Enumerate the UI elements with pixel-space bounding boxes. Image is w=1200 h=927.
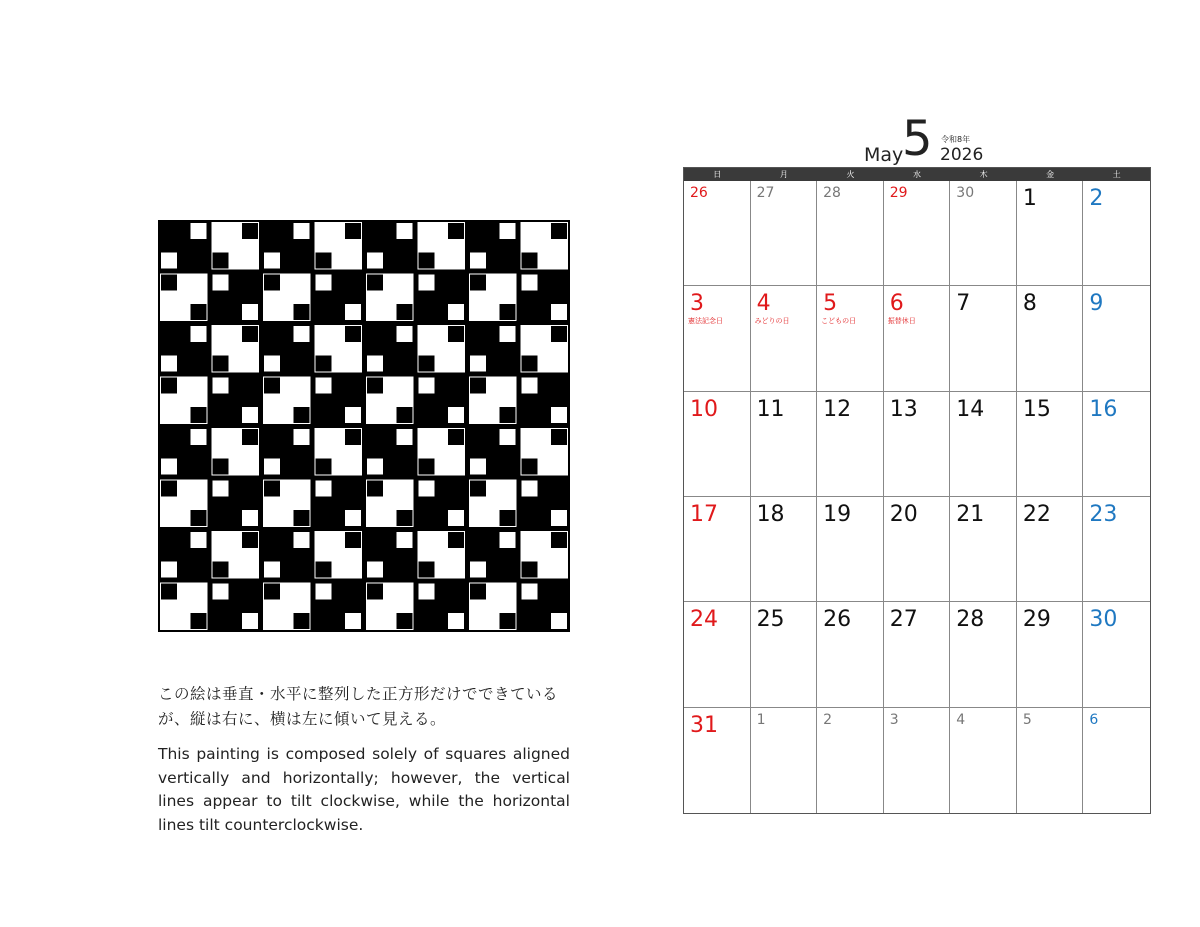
- day-cell: [684, 497, 751, 602]
- day-cell: [1083, 392, 1150, 497]
- day-number: 14: [956, 396, 985, 422]
- white-small-square: [316, 275, 332, 291]
- black-small-square: [316, 562, 332, 578]
- black-small-square: [264, 584, 280, 600]
- day-number: 13: [889, 396, 918, 422]
- black-small-square: [191, 510, 207, 526]
- black-small-square: [419, 562, 435, 578]
- day-number: 26: [690, 185, 708, 201]
- day-number: 10: [690, 396, 718, 422]
- white-small-square: [294, 326, 310, 342]
- black-small-square: [470, 275, 486, 291]
- black-small-square: [500, 613, 516, 629]
- day-cell: [950, 286, 1017, 391]
- white-small-square: [522, 481, 538, 497]
- black-small-square: [213, 356, 229, 372]
- black-small-square: [191, 407, 207, 423]
- white-small-square: [419, 378, 435, 394]
- day-cell: [817, 286, 884, 391]
- day-cell: [751, 708, 818, 813]
- white-small-square: [470, 459, 486, 475]
- black-small-square: [522, 253, 538, 269]
- day-cell: [751, 602, 818, 707]
- black-small-square: [397, 613, 413, 629]
- white-small-square: [500, 532, 516, 548]
- holiday-name: みどりの日: [754, 317, 790, 326]
- day-cell: [684, 286, 751, 391]
- caption-japanese: この絵は垂直・水平に整列した正方形だけでできているが、縦は右に、横は左に傾いて見える。: [158, 685, 559, 728]
- white-small-square: [551, 407, 567, 423]
- white-small-square: [470, 562, 486, 578]
- black-small-square: [470, 378, 486, 394]
- white-small-square: [419, 584, 435, 600]
- day-cell: [817, 602, 884, 707]
- white-small-square: [397, 326, 413, 342]
- black-small-square: [551, 532, 567, 548]
- day-cell: [1017, 181, 1084, 286]
- day-cell: [751, 181, 818, 286]
- white-small-square: [448, 304, 464, 320]
- white-small-square: [397, 223, 413, 239]
- white-small-square: [294, 429, 310, 445]
- day-number: 28: [823, 185, 841, 201]
- black-small-square: [367, 584, 383, 600]
- weekday-label: 月: [779, 170, 788, 179]
- day-cell: [684, 708, 751, 813]
- white-small-square: [419, 481, 435, 497]
- white-small-square: [242, 304, 258, 320]
- day-cell: [1017, 286, 1084, 391]
- black-small-square: [264, 378, 280, 394]
- black-small-square: [345, 532, 361, 548]
- japanese-era-year: 令和8年: [941, 135, 971, 144]
- day-number: 18: [756, 502, 785, 527]
- black-small-square: [316, 459, 332, 475]
- black-small-square: [242, 532, 258, 548]
- day-cell: [1083, 497, 1150, 602]
- black-small-square: [448, 326, 464, 342]
- day-number: 5: [823, 291, 838, 317]
- day-cell: [950, 602, 1017, 707]
- day-number: 30: [956, 185, 975, 201]
- day-cell: [1083, 708, 1150, 813]
- day-number: 27: [889, 607, 918, 633]
- white-small-square: [448, 407, 464, 423]
- white-small-square: [448, 510, 464, 526]
- black-small-square: [448, 532, 464, 548]
- day-cell: [884, 392, 951, 497]
- day-number: 6: [1089, 711, 1099, 728]
- day-cell: [1083, 602, 1150, 707]
- weekday-header-row: [684, 168, 1150, 181]
- white-small-square: [191, 429, 207, 445]
- black-small-square: [500, 510, 516, 526]
- day-cell: [884, 708, 951, 813]
- day-number: 16: [1089, 396, 1118, 422]
- black-small-square: [367, 481, 383, 497]
- white-small-square: [316, 481, 332, 497]
- white-small-square: [367, 562, 383, 578]
- day-cell: [884, 286, 951, 391]
- day-number: 12: [823, 396, 852, 422]
- black-small-square: [500, 304, 516, 320]
- white-small-square: [264, 253, 280, 269]
- weekday-label: 土: [1112, 170, 1121, 179]
- white-small-square: [470, 356, 486, 372]
- weekday-label: 火: [846, 170, 855, 179]
- black-small-square: [419, 253, 435, 269]
- day-number: 7: [956, 291, 971, 317]
- black-small-square: [264, 275, 280, 291]
- day-number: 20: [889, 502, 918, 527]
- day-number: 1: [1022, 186, 1037, 211]
- white-small-square: [294, 223, 310, 239]
- day-number: 27: [756, 185, 775, 201]
- black-small-square: [522, 562, 538, 578]
- white-small-square: [213, 275, 229, 291]
- day-cell: [817, 708, 884, 813]
- white-small-square: [161, 356, 177, 372]
- white-small-square: [316, 378, 332, 394]
- black-small-square: [264, 481, 280, 497]
- black-small-square: [551, 429, 567, 445]
- day-cell: [1017, 708, 1084, 813]
- black-small-square: [213, 562, 229, 578]
- day-cell: [884, 497, 951, 602]
- black-small-square: [470, 584, 486, 600]
- calendar-header: [683, 111, 1151, 168]
- black-small-square: [294, 613, 310, 629]
- day-number: 2: [823, 711, 833, 728]
- black-small-square: [191, 304, 207, 320]
- white-small-square: [242, 407, 258, 423]
- white-small-square: [345, 304, 361, 320]
- month-calendar: [683, 167, 1151, 814]
- day-cell: [751, 497, 818, 602]
- white-small-square: [316, 584, 332, 600]
- calendar-grid: [684, 181, 1150, 813]
- day-number: 17: [690, 502, 718, 527]
- day-cell: [1017, 497, 1084, 602]
- white-small-square: [161, 459, 177, 475]
- black-small-square: [551, 223, 567, 239]
- white-small-square: [161, 253, 177, 269]
- day-cell: [817, 392, 884, 497]
- holiday-name: 振替休日: [887, 317, 916, 326]
- black-small-square: [294, 304, 310, 320]
- day-number: 22: [1022, 502, 1051, 527]
- black-small-square: [316, 356, 332, 372]
- black-small-square: [397, 407, 413, 423]
- day-number: 23: [1089, 502, 1118, 527]
- day-number: 30: [1089, 607, 1118, 633]
- day-cell: [1083, 286, 1150, 391]
- black-small-square: [213, 459, 229, 475]
- day-cell: [751, 286, 818, 391]
- caption-english: This painting is composed solely of squares aligned vertically and horizontally; however, the vertical lines appear to tilt clockwise, while the horizontal lines tilt counterclockwise.: [158, 745, 570, 834]
- white-small-square: [500, 326, 516, 342]
- black-small-square: [294, 407, 310, 423]
- day-cell: [950, 708, 1017, 813]
- day-number: 3: [889, 711, 899, 728]
- weekday-label: 水: [913, 170, 922, 179]
- day-number: 15: [1022, 396, 1051, 422]
- black-small-square: [470, 481, 486, 497]
- month-number: 5: [902, 111, 933, 167]
- month-name: May: [864, 144, 904, 166]
- day-cell: [817, 497, 884, 602]
- white-small-square: [213, 584, 229, 600]
- day-number: 24: [690, 607, 718, 633]
- white-small-square: [191, 223, 207, 239]
- day-number: 11: [756, 396, 785, 422]
- day-number: 31: [690, 712, 718, 738]
- holiday-name: 憲法記念日: [688, 317, 723, 326]
- white-small-square: [397, 429, 413, 445]
- black-small-square: [448, 223, 464, 239]
- day-cell: [1017, 602, 1084, 707]
- day-number: 5: [1022, 711, 1032, 728]
- day-number: 1: [756, 711, 766, 728]
- day-number: 25: [756, 607, 785, 633]
- black-small-square: [345, 326, 361, 342]
- black-small-square: [419, 459, 435, 475]
- white-small-square: [551, 613, 567, 629]
- black-small-square: [522, 459, 538, 475]
- black-small-square: [345, 429, 361, 445]
- white-small-square: [551, 304, 567, 320]
- white-small-square: [213, 481, 229, 497]
- day-cell: [751, 392, 818, 497]
- white-small-square: [242, 613, 258, 629]
- weekday-label: 金: [1046, 170, 1055, 179]
- day-number: 6: [889, 291, 904, 317]
- white-small-square: [213, 378, 229, 394]
- white-small-square: [522, 275, 538, 291]
- weekday-label: 木: [979, 170, 988, 179]
- holiday-name: こどもの日: [821, 317, 857, 326]
- black-small-square: [397, 510, 413, 526]
- day-cell: [950, 392, 1017, 497]
- black-small-square: [551, 326, 567, 342]
- white-small-square: [191, 532, 207, 548]
- white-small-square: [367, 459, 383, 475]
- white-small-square: [551, 510, 567, 526]
- white-small-square: [500, 429, 516, 445]
- white-small-square: [294, 532, 310, 548]
- white-small-square: [242, 510, 258, 526]
- black-small-square: [161, 275, 177, 291]
- white-small-square: [161, 562, 177, 578]
- day-cell: [1017, 392, 1084, 497]
- black-small-square: [294, 510, 310, 526]
- day-number: 4: [956, 711, 966, 728]
- day-number: 29: [889, 185, 908, 201]
- white-small-square: [264, 356, 280, 372]
- black-small-square: [367, 378, 383, 394]
- day-number: 2: [1089, 186, 1104, 211]
- day-number: 3: [690, 291, 704, 317]
- black-small-square: [161, 584, 177, 600]
- white-small-square: [500, 223, 516, 239]
- white-small-square: [448, 613, 464, 629]
- day-cell: [1083, 181, 1150, 286]
- black-small-square: [419, 356, 435, 372]
- day-cell: [950, 497, 1017, 602]
- day-cell: [817, 181, 884, 286]
- black-small-square: [367, 275, 383, 291]
- day-cell: [884, 181, 951, 286]
- black-small-square: [161, 378, 177, 394]
- black-small-square: [345, 223, 361, 239]
- year: 2026: [940, 145, 984, 165]
- black-small-square: [242, 223, 258, 239]
- black-small-square: [448, 429, 464, 445]
- black-small-square: [500, 407, 516, 423]
- white-small-square: [264, 562, 280, 578]
- white-small-square: [264, 459, 280, 475]
- white-small-square: [367, 356, 383, 372]
- white-small-square: [470, 253, 486, 269]
- white-small-square: [397, 532, 413, 548]
- black-small-square: [397, 304, 413, 320]
- black-small-square: [213, 253, 229, 269]
- square-tilt-illusion: [158, 220, 570, 634]
- day-number: 19: [823, 502, 852, 527]
- day-cell: [684, 392, 751, 497]
- white-small-square: [522, 584, 538, 600]
- black-small-square: [316, 253, 332, 269]
- black-small-square: [242, 429, 258, 445]
- black-small-square: [191, 613, 207, 629]
- day-number: 21: [956, 502, 985, 527]
- day-cell: [884, 602, 951, 707]
- white-small-square: [345, 510, 361, 526]
- white-small-square: [419, 275, 435, 291]
- white-small-square: [191, 326, 207, 342]
- white-small-square: [522, 378, 538, 394]
- black-small-square: [242, 326, 258, 342]
- day-number: 8: [1022, 291, 1037, 317]
- day-number: 4: [756, 291, 771, 317]
- white-small-square: [367, 253, 383, 269]
- day-cell: [684, 602, 751, 707]
- black-small-square: [161, 481, 177, 497]
- day-number: 28: [956, 607, 985, 633]
- white-small-square: [345, 613, 361, 629]
- black-small-square: [522, 356, 538, 372]
- day-number: 29: [1022, 607, 1051, 633]
- day-number: 9: [1089, 291, 1104, 317]
- weekday-label: 日: [713, 170, 722, 179]
- day-number: 26: [823, 607, 852, 633]
- day-cell: [684, 181, 751, 286]
- white-small-square: [345, 407, 361, 423]
- day-cell: [950, 181, 1017, 286]
